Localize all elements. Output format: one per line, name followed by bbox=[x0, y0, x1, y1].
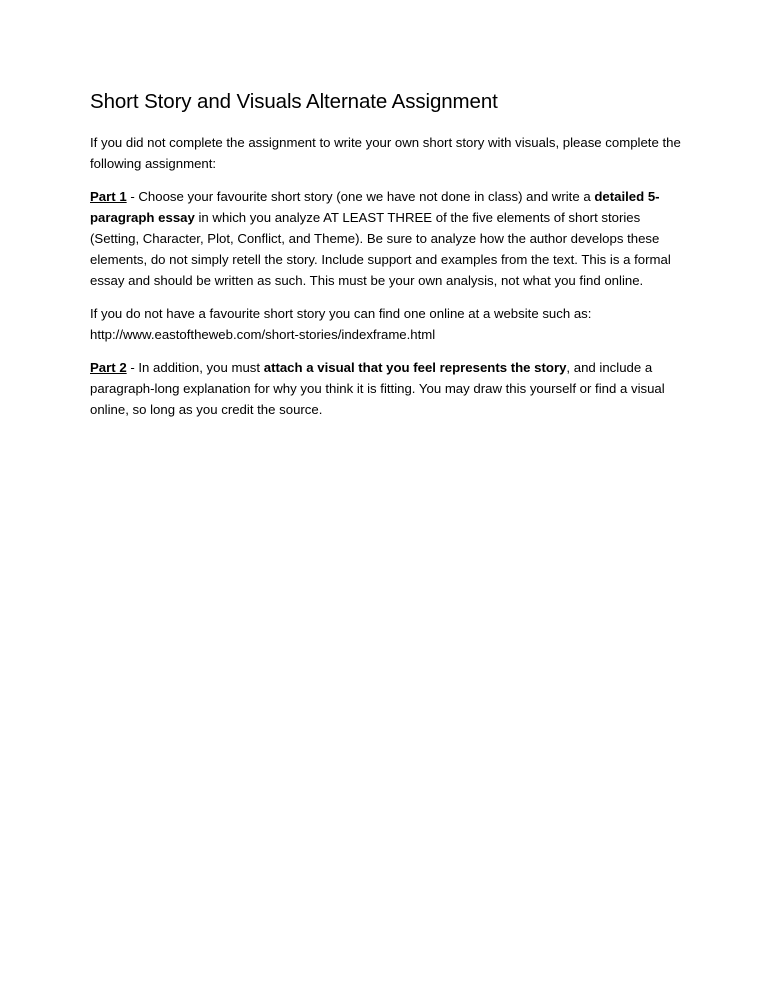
document-title: Short Story and Visuals Alternate Assignment bbox=[90, 90, 498, 113]
part2-bold-text: attach a visual that you feel represents the story bbox=[263, 360, 567, 375]
part2-label: Part 2 bbox=[90, 360, 127, 375]
part2-text-b: , and include a paragraph-long explanation for why you think it is fitting. You may draw this yourself or find a visual online, so long as you credit the source. bbox=[90, 360, 665, 417]
part1-bold-text: detailed 5-paragraph essay bbox=[90, 189, 660, 225]
intro-paragraph: If you did not complete the assignment to write your own short story with visuals, please complete the following assignment: bbox=[90, 135, 681, 171]
part1-text-b: in which you analyze AT LEAST THREE of the five elements of short stories (Setting, Character, Plot, Conflict, and Theme). Be sure to analyze how the author develops these elements, do not simply retell the story. Include support and examples from the text. This is a formal essay and should be written as such. This must be your own analysis, not what you find online. bbox=[90, 210, 671, 288]
part2-text-a: - In addition, you must bbox=[126, 360, 264, 375]
part1-label: Part 1 bbox=[90, 189, 127, 204]
part1-text-a: - Choose your favourite short story (one we have not done in class) and write a bbox=[126, 189, 595, 204]
favourite-note-text: If you do not have a favourite short story you can find one online at a website such as: bbox=[90, 306, 592, 321]
website-url: http://www.eastoftheweb.com/short-stories/indexframe.html bbox=[90, 327, 436, 342]
part2-paragraph bbox=[90, 357, 690, 420]
part1-paragraph bbox=[90, 186, 690, 291]
favourite-note-paragraph bbox=[90, 303, 690, 345]
document-page bbox=[90, 88, 690, 432]
